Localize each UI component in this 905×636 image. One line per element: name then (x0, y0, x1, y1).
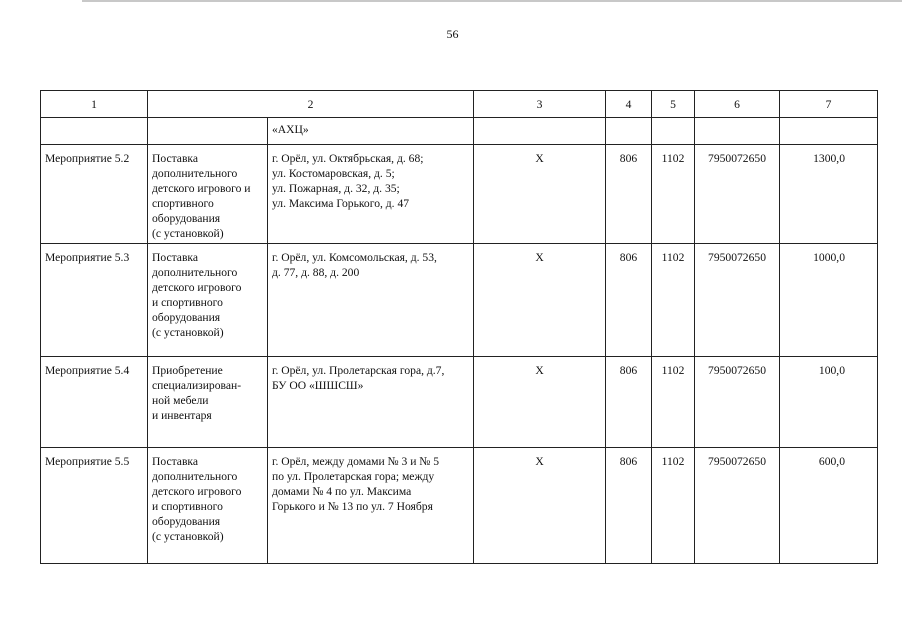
top-edge-line (82, 0, 902, 2)
event-address-cell: г. Орёл, ул. Октябрьская, д. 68; ул. Костомаровская, д. 5; ул. Пожарная, д. 32, д. 35; ул. Максима Горького, д. 47 (268, 145, 474, 244)
header-cell-5: 5 (652, 91, 695, 118)
col7-sum-cell: 1000,0 (780, 244, 878, 357)
header-cell-7: 7 (780, 91, 878, 118)
col5-cell: 1102 (652, 357, 695, 448)
header-cell-4: 4 (606, 91, 652, 118)
col7-sum-cell: 600,0 (780, 448, 878, 564)
event-name-cell: Мероприятие 5.5 (41, 448, 148, 564)
col5-cell: 1102 (652, 244, 695, 357)
continuation-cell (474, 118, 606, 145)
continuation-text: «АХЦ» (268, 118, 474, 145)
col7-sum-cell: 1300,0 (780, 145, 878, 244)
header-cell-2: 2 (148, 91, 474, 118)
table-row (41, 145, 878, 244)
continuation-cell (606, 118, 652, 145)
event-address-cell: г. Орёл, ул. Пролетарская гора, д.7, БУ ОО «ШШСШ» (268, 357, 474, 448)
col6-cell: 7950072650 (695, 244, 780, 357)
header-cell-6: 6 (695, 91, 780, 118)
col4-cell: 806 (606, 357, 652, 448)
header-cell-3: 3 (474, 91, 606, 118)
event-name-cell: Мероприятие 5.3 (41, 244, 148, 357)
col6-cell: 7950072650 (695, 145, 780, 244)
continuation-cell (780, 118, 878, 145)
col4-cell: 806 (606, 145, 652, 244)
col3-cell: Х (474, 357, 606, 448)
col5-cell: 1102 (652, 145, 695, 244)
col3-cell: Х (474, 145, 606, 244)
event-name-cell: Мероприятие 5.4 (41, 357, 148, 448)
col4-cell: 806 (606, 448, 652, 564)
col4-cell: 806 (606, 244, 652, 357)
continuation-cell (652, 118, 695, 145)
header-cell-1: 1 (41, 91, 148, 118)
continuation-cell (695, 118, 780, 145)
table-row (41, 448, 878, 564)
event-rows (41, 145, 878, 564)
col3-cell: Х (474, 244, 606, 357)
col3-cell: Х (474, 448, 606, 564)
event-description-cell: Поставка дополнительного детского игрового и спортивного оборудования (с установкой) (148, 145, 268, 244)
col6-cell: 7950072650 (695, 448, 780, 564)
table-row (41, 244, 878, 357)
page-number: 56 (446, 27, 459, 41)
table-row (41, 357, 878, 448)
event-description-cell: Поставка дополнительного детского игрового и спортивного оборудования (с установкой) (148, 448, 268, 564)
continuation-cell (41, 118, 148, 145)
continuation-cell (148, 118, 268, 145)
col6-cell: 7950072650 (695, 357, 780, 448)
event-name-cell: Мероприятие 5.2 (41, 145, 148, 244)
budget-table (40, 90, 878, 564)
event-address-cell: г. Орёл, ул. Комсомольская, д. 53, д. 77, д. 88, д. 200 (268, 244, 474, 357)
event-description-cell: Поставка дополнительного детского игрового и спортивного оборудования (с установкой) (148, 244, 268, 357)
continuation-row (41, 118, 878, 145)
event-description-cell: Приобретение специализирован- ной мебели и инвентаря (148, 357, 268, 448)
column-number-row (41, 91, 878, 118)
col5-cell: 1102 (652, 448, 695, 564)
event-address-cell: г. Орёл, между домами № 3 и № 5 по ул. Пролетарская гора; между домами № 4 по ул. Максима Горького и № 13 по ул. 7 Ноября (268, 448, 474, 564)
col7-sum-cell: 100,0 (780, 357, 878, 448)
